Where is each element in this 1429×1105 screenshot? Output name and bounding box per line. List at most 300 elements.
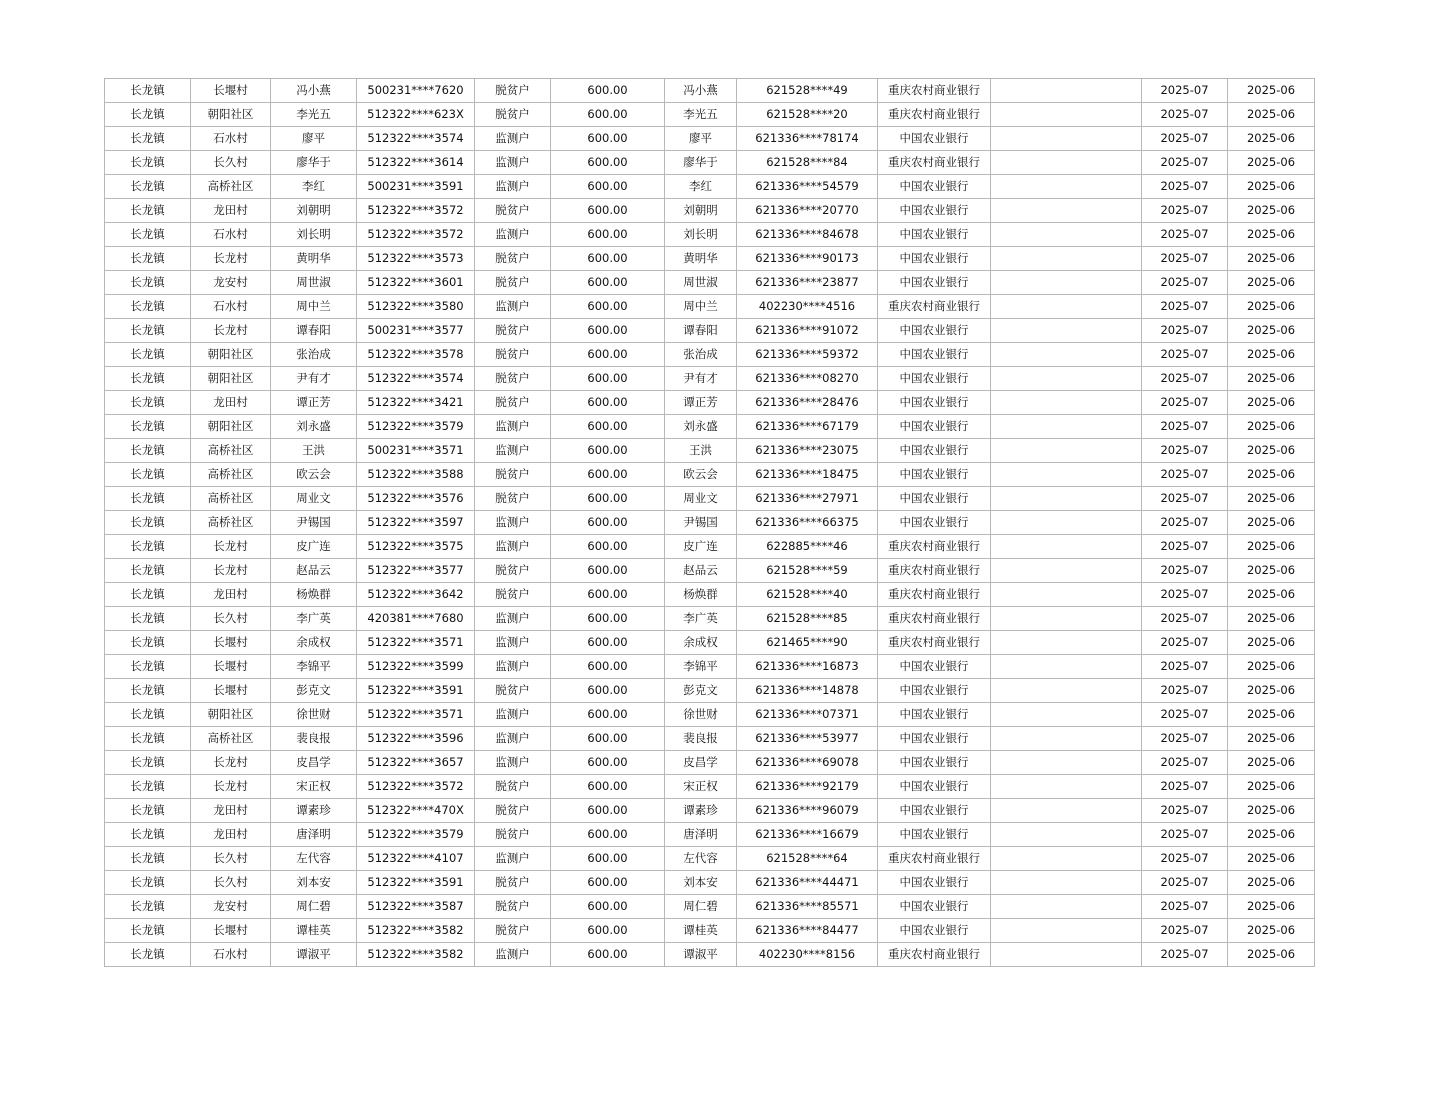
account-holder-cell: 周业文 xyxy=(665,487,737,511)
amount-cell: 600.00 xyxy=(551,871,665,895)
town-cell: 长龙镇 xyxy=(105,343,191,367)
payment-month-cell: 2025-07 xyxy=(1142,391,1228,415)
household-type-cell: 脱贫户 xyxy=(475,895,551,919)
remark-cell xyxy=(991,127,1142,151)
account-holder-cell: 廖平 xyxy=(665,127,737,151)
bank-cell: 中国农业银行 xyxy=(878,247,991,271)
village-cell: 长堰村 xyxy=(191,679,271,703)
remark-cell xyxy=(991,775,1142,799)
bank-cell: 中国农业银行 xyxy=(878,751,991,775)
id-number-cell: 512322****3573 xyxy=(357,247,475,271)
remark-cell xyxy=(991,631,1142,655)
village-cell: 长龙村 xyxy=(191,319,271,343)
table-row xyxy=(105,343,1315,367)
bank-cell: 中国农业银行 xyxy=(878,679,991,703)
bank-cell: 中国农业银行 xyxy=(878,127,991,151)
household-type-cell: 脱贫户 xyxy=(475,463,551,487)
id-number-cell: 512322****3577 xyxy=(357,559,475,583)
account-number-cell: 621336****23877 xyxy=(737,271,878,295)
id-number-cell: 512322****623X xyxy=(357,103,475,127)
bank-cell: 中国农业银行 xyxy=(878,415,991,439)
household-type-cell: 脱贫户 xyxy=(475,583,551,607)
account-holder-cell: 廖华于 xyxy=(665,151,737,175)
account-holder-cell: 裴良报 xyxy=(665,727,737,751)
amount-cell: 600.00 xyxy=(551,511,665,535)
town-cell: 长龙镇 xyxy=(105,127,191,151)
payment-month-cell: 2025-07 xyxy=(1142,439,1228,463)
town-cell: 长龙镇 xyxy=(105,727,191,751)
village-cell: 龙安村 xyxy=(191,895,271,919)
period-month-cell: 2025-06 xyxy=(1228,391,1315,415)
period-month-cell: 2025-06 xyxy=(1228,631,1315,655)
remark-cell xyxy=(991,679,1142,703)
household-type-cell: 脱贫户 xyxy=(475,679,551,703)
payment-month-cell: 2025-07 xyxy=(1142,415,1228,439)
payment-month-cell: 2025-07 xyxy=(1142,79,1228,103)
payment-month-cell: 2025-07 xyxy=(1142,631,1228,655)
account-number-cell: 621336****69078 xyxy=(737,751,878,775)
account-number-cell: 402230****4516 xyxy=(737,295,878,319)
bank-cell: 中国农业银行 xyxy=(878,871,991,895)
account-holder-cell: 皮昌学 xyxy=(665,751,737,775)
village-cell: 长堰村 xyxy=(191,79,271,103)
town-cell: 长龙镇 xyxy=(105,943,191,967)
name-cell: 赵品云 xyxy=(271,559,357,583)
village-cell: 长龙村 xyxy=(191,751,271,775)
bank-cell: 中国农业银行 xyxy=(878,367,991,391)
period-month-cell: 2025-06 xyxy=(1228,823,1315,847)
payment-month-cell: 2025-07 xyxy=(1142,511,1228,535)
period-month-cell: 2025-06 xyxy=(1228,607,1315,631)
period-month-cell: 2025-06 xyxy=(1228,919,1315,943)
table-row xyxy=(105,727,1315,751)
bank-cell: 中国农业银行 xyxy=(878,775,991,799)
name-cell: 李锦平 xyxy=(271,655,357,679)
payment-month-cell: 2025-07 xyxy=(1142,127,1228,151)
name-cell: 周世淑 xyxy=(271,271,357,295)
account-number-cell: 621336****14878 xyxy=(737,679,878,703)
bank-cell: 中国农业银行 xyxy=(878,823,991,847)
amount-cell: 600.00 xyxy=(551,79,665,103)
account-number-cell: 621336****67179 xyxy=(737,415,878,439)
town-cell: 长龙镇 xyxy=(105,295,191,319)
town-cell: 长龙镇 xyxy=(105,79,191,103)
amount-cell: 600.00 xyxy=(551,943,665,967)
amount-cell: 600.00 xyxy=(551,271,665,295)
period-month-cell: 2025-06 xyxy=(1228,655,1315,679)
amount-cell: 600.00 xyxy=(551,439,665,463)
village-cell: 高桥社区 xyxy=(191,727,271,751)
period-month-cell: 2025-06 xyxy=(1228,703,1315,727)
period-month-cell: 2025-06 xyxy=(1228,511,1315,535)
remark-cell xyxy=(991,847,1142,871)
remark-cell xyxy=(991,823,1142,847)
name-cell: 谭桂英 xyxy=(271,919,357,943)
id-number-cell: 512322****3642 xyxy=(357,583,475,607)
amount-cell: 600.00 xyxy=(551,103,665,127)
town-cell: 长龙镇 xyxy=(105,679,191,703)
bank-cell: 重庆农村商业银行 xyxy=(878,583,991,607)
period-month-cell: 2025-06 xyxy=(1228,295,1315,319)
amount-cell: 600.00 xyxy=(551,559,665,583)
id-number-cell: 512322****3572 xyxy=(357,199,475,223)
name-cell: 刘朝明 xyxy=(271,199,357,223)
bank-cell: 重庆农村商业银行 xyxy=(878,607,991,631)
household-type-cell: 脱贫户 xyxy=(475,319,551,343)
town-cell: 长龙镇 xyxy=(105,151,191,175)
table-row xyxy=(105,895,1315,919)
id-number-cell: 512322****3597 xyxy=(357,511,475,535)
name-cell: 谭淑平 xyxy=(271,943,357,967)
id-number-cell: 512322****3576 xyxy=(357,487,475,511)
amount-cell: 600.00 xyxy=(551,295,665,319)
remark-cell xyxy=(991,367,1142,391)
amount-cell: 600.00 xyxy=(551,631,665,655)
bank-cell: 重庆农村商业银行 xyxy=(878,535,991,559)
account-holder-cell: 刘长明 xyxy=(665,223,737,247)
village-cell: 高桥社区 xyxy=(191,463,271,487)
amount-cell: 600.00 xyxy=(551,847,665,871)
bank-cell: 重庆农村商业银行 xyxy=(878,295,991,319)
period-month-cell: 2025-06 xyxy=(1228,439,1315,463)
payment-month-cell: 2025-07 xyxy=(1142,583,1228,607)
bank-cell: 中国农业银行 xyxy=(878,199,991,223)
table-row xyxy=(105,607,1315,631)
id-number-cell: 512322****3614 xyxy=(357,151,475,175)
account-number-cell: 621528****59 xyxy=(737,559,878,583)
account-number-cell: 621336****85571 xyxy=(737,895,878,919)
payment-month-cell: 2025-07 xyxy=(1142,943,1228,967)
remark-cell xyxy=(991,799,1142,823)
amount-cell: 600.00 xyxy=(551,343,665,367)
village-cell: 长久村 xyxy=(191,871,271,895)
household-type-cell: 脱贫户 xyxy=(475,799,551,823)
household-type-cell: 脱贫户 xyxy=(475,103,551,127)
id-number-cell: 512322****3578 xyxy=(357,343,475,367)
household-type-cell: 脱贫户 xyxy=(475,367,551,391)
payment-month-cell: 2025-07 xyxy=(1142,559,1228,583)
household-type-cell: 监测户 xyxy=(475,439,551,463)
payment-month-cell: 2025-07 xyxy=(1142,271,1228,295)
amount-cell: 600.00 xyxy=(551,391,665,415)
remark-cell xyxy=(991,247,1142,271)
account-holder-cell: 尹锡国 xyxy=(665,511,737,535)
household-type-cell: 监测户 xyxy=(475,943,551,967)
payment-month-cell: 2025-07 xyxy=(1142,871,1228,895)
period-month-cell: 2025-06 xyxy=(1228,895,1315,919)
id-number-cell: 512322****3591 xyxy=(357,679,475,703)
account-holder-cell: 余成权 xyxy=(665,631,737,655)
period-month-cell: 2025-06 xyxy=(1228,535,1315,559)
account-holder-cell: 李锦平 xyxy=(665,655,737,679)
town-cell: 长龙镇 xyxy=(105,703,191,727)
payment-month-cell: 2025-07 xyxy=(1142,367,1228,391)
account-number-cell: 621336****28476 xyxy=(737,391,878,415)
name-cell: 刘本安 xyxy=(271,871,357,895)
remark-cell xyxy=(991,607,1142,631)
account-holder-cell: 徐世财 xyxy=(665,703,737,727)
payment-month-cell: 2025-07 xyxy=(1142,151,1228,175)
table-row xyxy=(105,799,1315,823)
account-number-cell: 621336****16679 xyxy=(737,823,878,847)
id-number-cell: 500231****3577 xyxy=(357,319,475,343)
id-number-cell: 512322****3421 xyxy=(357,391,475,415)
table-row xyxy=(105,199,1315,223)
name-cell: 王洪 xyxy=(271,439,357,463)
account-holder-cell: 左代容 xyxy=(665,847,737,871)
bank-cell: 中国农业银行 xyxy=(878,439,991,463)
table-row xyxy=(105,847,1315,871)
remark-cell xyxy=(991,895,1142,919)
amount-cell: 600.00 xyxy=(551,703,665,727)
household-type-cell: 监测户 xyxy=(475,127,551,151)
table-row xyxy=(105,367,1315,391)
account-number-cell: 621336****90173 xyxy=(737,247,878,271)
town-cell: 长龙镇 xyxy=(105,895,191,919)
bank-cell: 重庆农村商业银行 xyxy=(878,847,991,871)
period-month-cell: 2025-06 xyxy=(1228,103,1315,127)
period-month-cell: 2025-06 xyxy=(1228,127,1315,151)
remark-cell xyxy=(991,583,1142,607)
village-cell: 龙田村 xyxy=(191,583,271,607)
table-row xyxy=(105,583,1315,607)
village-cell: 长久村 xyxy=(191,847,271,871)
household-type-cell: 监测户 xyxy=(475,295,551,319)
period-month-cell: 2025-06 xyxy=(1228,415,1315,439)
remark-cell xyxy=(991,79,1142,103)
amount-cell: 600.00 xyxy=(551,919,665,943)
payment-month-cell: 2025-07 xyxy=(1142,607,1228,631)
household-type-cell: 脱贫户 xyxy=(475,487,551,511)
remark-cell xyxy=(991,703,1142,727)
name-cell: 左代容 xyxy=(271,847,357,871)
household-type-cell: 脱贫户 xyxy=(475,343,551,367)
name-cell: 皮昌学 xyxy=(271,751,357,775)
table-row xyxy=(105,631,1315,655)
account-holder-cell: 彭克文 xyxy=(665,679,737,703)
bank-cell: 中国农业银行 xyxy=(878,463,991,487)
amount-cell: 600.00 xyxy=(551,127,665,151)
remark-cell xyxy=(991,271,1142,295)
remark-cell xyxy=(991,295,1142,319)
name-cell: 冯小燕 xyxy=(271,79,357,103)
name-cell: 余成权 xyxy=(271,631,357,655)
period-month-cell: 2025-06 xyxy=(1228,799,1315,823)
period-month-cell: 2025-06 xyxy=(1228,199,1315,223)
household-type-cell: 脱贫户 xyxy=(475,559,551,583)
payment-month-cell: 2025-07 xyxy=(1142,535,1228,559)
table-row xyxy=(105,151,1315,175)
bank-cell: 中国农业银行 xyxy=(878,895,991,919)
town-cell: 长龙镇 xyxy=(105,247,191,271)
account-holder-cell: 李红 xyxy=(665,175,737,199)
account-holder-cell: 周中兰 xyxy=(665,295,737,319)
household-type-cell: 监测户 xyxy=(475,415,551,439)
table-row xyxy=(105,79,1315,103)
account-number-cell: 621336****96079 xyxy=(737,799,878,823)
payment-month-cell: 2025-07 xyxy=(1142,895,1228,919)
period-month-cell: 2025-06 xyxy=(1228,319,1315,343)
table-row xyxy=(105,943,1315,967)
period-month-cell: 2025-06 xyxy=(1228,367,1315,391)
village-cell: 龙田村 xyxy=(191,799,271,823)
id-number-cell: 512322****3599 xyxy=(357,655,475,679)
account-number-cell: 621465****90 xyxy=(737,631,878,655)
household-type-cell: 监测户 xyxy=(475,151,551,175)
town-cell: 长龙镇 xyxy=(105,751,191,775)
account-number-cell: 621336****18475 xyxy=(737,463,878,487)
town-cell: 长龙镇 xyxy=(105,463,191,487)
name-cell: 宋正权 xyxy=(271,775,357,799)
account-holder-cell: 张治成 xyxy=(665,343,737,367)
household-type-cell: 脱贫户 xyxy=(475,775,551,799)
bank-cell: 重庆农村商业银行 xyxy=(878,559,991,583)
remark-cell xyxy=(991,463,1142,487)
household-type-cell: 监测户 xyxy=(475,223,551,247)
period-month-cell: 2025-06 xyxy=(1228,343,1315,367)
town-cell: 长龙镇 xyxy=(105,319,191,343)
town-cell: 长龙镇 xyxy=(105,175,191,199)
bank-cell: 中国农业银行 xyxy=(878,319,991,343)
payment-month-cell: 2025-07 xyxy=(1142,175,1228,199)
village-cell: 朝阳社区 xyxy=(191,103,271,127)
remark-cell xyxy=(991,223,1142,247)
amount-cell: 600.00 xyxy=(551,895,665,919)
amount-cell: 600.00 xyxy=(551,823,665,847)
account-holder-cell: 王洪 xyxy=(665,439,737,463)
remark-cell xyxy=(991,919,1142,943)
period-month-cell: 2025-06 xyxy=(1228,271,1315,295)
account-number-cell: 621336****16873 xyxy=(737,655,878,679)
account-number-cell: 621336****20770 xyxy=(737,199,878,223)
payment-month-cell: 2025-07 xyxy=(1142,487,1228,511)
payment-month-cell: 2025-07 xyxy=(1142,823,1228,847)
village-cell: 龙田村 xyxy=(191,199,271,223)
payment-month-cell: 2025-07 xyxy=(1142,247,1228,271)
town-cell: 长龙镇 xyxy=(105,823,191,847)
payment-month-cell: 2025-07 xyxy=(1142,679,1228,703)
id-number-cell: 512322****3571 xyxy=(357,703,475,727)
account-number-cell: 621336****78174 xyxy=(737,127,878,151)
village-cell: 长龙村 xyxy=(191,775,271,799)
table-row xyxy=(105,559,1315,583)
name-cell: 李广英 xyxy=(271,607,357,631)
period-month-cell: 2025-06 xyxy=(1228,79,1315,103)
name-cell: 李红 xyxy=(271,175,357,199)
account-number-cell: 621336****84477 xyxy=(737,919,878,943)
account-number-cell: 621528****40 xyxy=(737,583,878,607)
village-cell: 长龙村 xyxy=(191,559,271,583)
remark-cell xyxy=(991,727,1142,751)
town-cell: 长龙镇 xyxy=(105,775,191,799)
remark-cell xyxy=(991,535,1142,559)
bank-cell: 中国农业银行 xyxy=(878,343,991,367)
name-cell: 黄明华 xyxy=(271,247,357,271)
town-cell: 长龙镇 xyxy=(105,583,191,607)
town-cell: 长龙镇 xyxy=(105,487,191,511)
account-holder-cell: 尹有才 xyxy=(665,367,737,391)
household-type-cell: 监测户 xyxy=(475,511,551,535)
village-cell: 高桥社区 xyxy=(191,439,271,463)
household-type-cell: 脱贫户 xyxy=(475,199,551,223)
table-body xyxy=(105,79,1315,967)
account-holder-cell: 唐泽明 xyxy=(665,823,737,847)
name-cell: 唐泽明 xyxy=(271,823,357,847)
period-month-cell: 2025-06 xyxy=(1228,247,1315,271)
period-month-cell: 2025-06 xyxy=(1228,775,1315,799)
village-cell: 石水村 xyxy=(191,943,271,967)
id-number-cell: 420381****7680 xyxy=(357,607,475,631)
remark-cell xyxy=(991,943,1142,967)
household-type-cell: 监测户 xyxy=(475,751,551,775)
bank-cell: 中国农业银行 xyxy=(878,655,991,679)
period-month-cell: 2025-06 xyxy=(1228,727,1315,751)
id-number-cell: 512322****3657 xyxy=(357,751,475,775)
amount-cell: 600.00 xyxy=(551,799,665,823)
period-month-cell: 2025-06 xyxy=(1228,463,1315,487)
account-holder-cell: 冯小燕 xyxy=(665,79,737,103)
name-cell: 刘长明 xyxy=(271,223,357,247)
village-cell: 朝阳社区 xyxy=(191,343,271,367)
payment-month-cell: 2025-07 xyxy=(1142,799,1228,823)
payment-month-cell: 2025-07 xyxy=(1142,223,1228,247)
bank-cell: 中国农业银行 xyxy=(878,727,991,751)
table-row xyxy=(105,463,1315,487)
account-holder-cell: 周世淑 xyxy=(665,271,737,295)
name-cell: 彭克文 xyxy=(271,679,357,703)
remark-cell xyxy=(991,871,1142,895)
name-cell: 周中兰 xyxy=(271,295,357,319)
account-holder-cell: 周仁碧 xyxy=(665,895,737,919)
payment-month-cell: 2025-07 xyxy=(1142,775,1228,799)
id-number-cell: 512322****3574 xyxy=(357,367,475,391)
town-cell: 长龙镇 xyxy=(105,535,191,559)
village-cell: 长久村 xyxy=(191,607,271,631)
bank-cell: 重庆农村商业银行 xyxy=(878,151,991,175)
account-holder-cell: 谭淑平 xyxy=(665,943,737,967)
household-type-cell: 脱贫户 xyxy=(475,823,551,847)
name-cell: 谭春阳 xyxy=(271,319,357,343)
payment-month-cell: 2025-07 xyxy=(1142,295,1228,319)
remark-cell xyxy=(991,751,1142,775)
name-cell: 谭正芳 xyxy=(271,391,357,415)
remark-cell xyxy=(991,415,1142,439)
remark-cell xyxy=(991,151,1142,175)
amount-cell: 600.00 xyxy=(551,775,665,799)
name-cell: 李光五 xyxy=(271,103,357,127)
account-holder-cell: 黄明华 xyxy=(665,247,737,271)
period-month-cell: 2025-06 xyxy=(1228,559,1315,583)
name-cell: 廖平 xyxy=(271,127,357,151)
amount-cell: 600.00 xyxy=(551,151,665,175)
account-number-cell: 621528****84 xyxy=(737,151,878,175)
name-cell: 张治成 xyxy=(271,343,357,367)
account-number-cell: 622885****46 xyxy=(737,535,878,559)
table-row xyxy=(105,271,1315,295)
bank-cell: 中国农业银行 xyxy=(878,487,991,511)
table-row xyxy=(105,751,1315,775)
id-number-cell: 512322****3579 xyxy=(357,415,475,439)
remark-cell xyxy=(991,511,1142,535)
name-cell: 周业文 xyxy=(271,487,357,511)
name-cell: 欧云会 xyxy=(271,463,357,487)
payment-month-cell: 2025-07 xyxy=(1142,103,1228,127)
account-number-cell: 621336****91072 xyxy=(737,319,878,343)
town-cell: 长龙镇 xyxy=(105,367,191,391)
table-row xyxy=(105,823,1315,847)
village-cell: 长久村 xyxy=(191,151,271,175)
account-number-cell: 621336****07371 xyxy=(737,703,878,727)
